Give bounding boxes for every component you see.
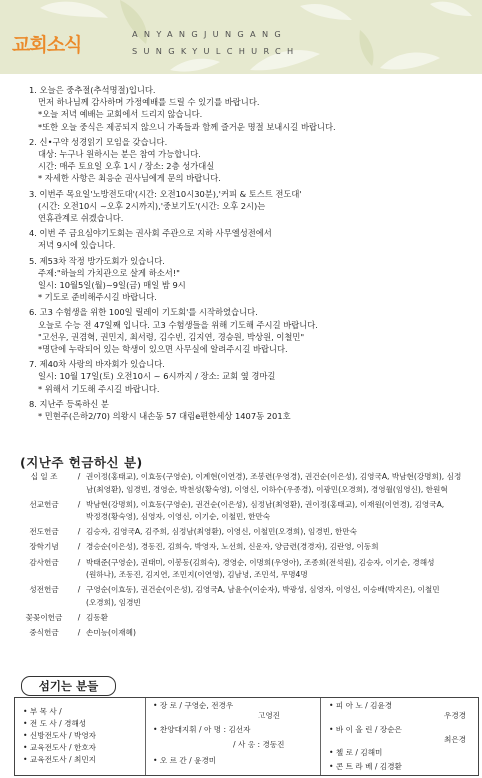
offering-category: 십 일 조 (30, 472, 58, 481)
notice-line: *오늘 저녁 예배는 교회에서 드리지 않습니다. (38, 109, 203, 120)
offering-row (16, 541, 474, 554)
notice-line: * 민현주(은하2/70) 의왕시 내손동 57 대림e편한세상 1407동 201호 (38, 411, 291, 422)
notice-line: 일시: 10월5일(월)~9일(금) 매일 밤 9시 (38, 280, 186, 291)
server-entry: • 바 이 올 린 / 장순은 (329, 725, 402, 734)
offering-row (16, 471, 474, 496)
offering-row (16, 612, 474, 625)
offering-category: 감사헌금 (29, 557, 59, 567)
notice-line: 4. 이번 주 금요심야기도회는 권사회 주관으로 지하 사무엘성전에서 (29, 228, 272, 239)
separator: / (77, 527, 81, 537)
offering-names-line: 김승자, 김영국A, 김주희, 심정남(최영환), 이영신, 이철민(오경희), 임경빈, 한만숙 (86, 527, 357, 537)
notice-item (29, 255, 474, 304)
server-entry: • 교육전도사 / 최민지 (23, 755, 96, 764)
server-role: 전 도 사 (29, 719, 57, 728)
notice-list (29, 84, 474, 425)
server-name: 최은경 (444, 735, 467, 744)
server-name: 김윤경 (370, 701, 393, 710)
offering-names (86, 584, 474, 609)
server-role: 피 아 노 (335, 701, 363, 710)
separator: / (77, 585, 81, 595)
server-name: 장순은 (379, 725, 402, 734)
offering-category: 전도헌금 (29, 527, 59, 537)
offering-names (86, 541, 474, 554)
server-name: 구영순, 전경우 (184, 701, 234, 710)
server-role: 오 르 간 (159, 756, 187, 765)
offering-names-line: (원하나), 조동진, 김지연, 조민지(이연영), 김남녕, 조민석, 무명4명 (86, 570, 308, 580)
server-entry: • 찬양대지휘 / 아 명 : 김선자 (153, 725, 251, 734)
offering-category: 꽃꽂이헌금 (25, 612, 63, 622)
brand-line-1: ANYANGJUNGANG (132, 29, 288, 39)
server-entry: • 신방전도사 / 박영자 (23, 731, 96, 740)
notice-item (29, 84, 474, 133)
notice-item (29, 306, 474, 355)
server-role: 바 이 올 린 (335, 725, 373, 734)
server-role: 장 로 (159, 701, 177, 710)
server-entry (444, 711, 466, 721)
server-entry: • 장 로 / 구영순, 전경우 (153, 701, 234, 710)
server-entry: • 오 르 간 / 윤경미 (153, 756, 217, 765)
servers-table (14, 697, 479, 776)
page-title: 교회소식 (12, 34, 82, 56)
offering-names-line: 권이정(홍태교), 이효동(구영순), 이계현(이연경), 조봉련(우영경), 권건순(이은성), 김영국A, 박남현(강명희), 심정 (86, 472, 462, 481)
servers-section-title: 섬기는 분들 (21, 676, 116, 696)
notice-item (29, 227, 474, 251)
server-entry (258, 711, 280, 721)
notice-line: 3. 이번주 목요일'노방전도대'(시간: 오전10시30분),'커피 & 토스트 전도대' (29, 188, 302, 199)
server-name: 경해성 (64, 719, 87, 728)
offering-names-line: 박태준(구영순), 권태미, 이봉동(김희숙), 경영순, 이명희(우영아), 조종희(전석원), 김승자, 이기순, 경해성 (86, 557, 435, 567)
brand-line-2: SUNGKYULCHURCH (132, 46, 300, 56)
server-name: 김경환 (379, 762, 402, 771)
offering-names (86, 557, 474, 582)
server-role: 교육전도사 (29, 743, 67, 752)
notice-line: 8. 지난주 등록하신 분 (29, 398, 109, 409)
notice-line: 시간: 매주 토요일 오후 1시 / 장소: 2층 성가대실 (38, 161, 215, 172)
server-role: 첼 로 (335, 748, 353, 757)
notice-line: 2. 신•구약 성경읽기 모임을 갖습니다. (29, 136, 168, 147)
server-name: 한호자 (73, 743, 96, 752)
offering-names (86, 471, 474, 496)
column-divider (320, 698, 321, 775)
separator: / (77, 557, 81, 567)
notice-line: * 기도로 준비해주시길 바랍니다. (38, 292, 157, 303)
notice-item (29, 188, 474, 225)
notice-line: (시간: 오전10시 ~오후 2시까지),'중보기도'(시간: 오후 2시)는 (38, 200, 266, 211)
separator: / (77, 628, 81, 638)
server-name: 고영진 (258, 711, 281, 720)
notice-line: 연휴관계로 쉬겠습니다. (38, 213, 124, 224)
offering-category: 성전헌금 (29, 585, 59, 595)
offering-names (86, 612, 474, 625)
offering-names-line: 박정경(황숙영), 심영자, 이영신, 이기순, 이철민, 한만숙 (86, 512, 271, 522)
server-role: 부 목 사 (29, 707, 57, 716)
notice-line: 7. 제40차 사랑의 바자회가 있습니다. (29, 359, 165, 370)
offering-names (86, 499, 474, 524)
server-entry: • 전 도 사 / 경해성 (23, 719, 87, 728)
notice-line: 저녁 9시에 있습니다. (38, 240, 116, 251)
offering-row (16, 557, 474, 582)
notice-line: 일시: 10월 17일(토) 오전10시 ~ 6시까지 / 장소: 교회 옆 경마길 (38, 371, 276, 382)
notice-line: 주제:"하늘의 가치관으로 살게 하소서!" (38, 267, 180, 278)
separator: / (77, 472, 81, 481)
church-brand (132, 26, 300, 60)
offering-names (86, 526, 474, 539)
offering-names-line: (오경희), 임경빈 (86, 597, 141, 607)
server-entry: • 피 아 노 / 김윤경 (329, 701, 393, 710)
server-entry: • 첼 로 / 김해미 (329, 748, 383, 757)
offering-row (16, 584, 474, 609)
server-role: 신방전도사 (29, 731, 67, 740)
notice-line: 먼저 하나님께 감사하며 가정예배를 드릴 수 있기를 바랍니다. (38, 97, 260, 108)
server-entry: • 부 목 사 / (23, 707, 62, 716)
offering-names-line: 구영순(이효동), 권건순(이은성), 김영국A, 남윤수(이순자), 박광성, 심영자, 이영신, 이승배(박지은), 이철민 (86, 585, 440, 595)
notice-line: *또한 오늘 중식은 제공되지 않으니 가족들과 함께 즐거운 명절 보내시길 바랍니다. (38, 121, 336, 132)
server-name: 최민지 (73, 755, 96, 764)
offering-names (86, 627, 474, 640)
notice-item (29, 398, 474, 422)
offering-names-line: 손미능(이재혜) (86, 628, 136, 638)
notice-line: "고선우, 권겸혁, 권민지, 최서령, 김수빈, 김지연, 경승원, 박상원, 이철민" (38, 331, 305, 342)
separator: / (77, 612, 81, 622)
server-name: 김해미 (360, 748, 383, 757)
offering-row (16, 499, 474, 524)
offering-names-line: 박남현(강명희), 이효동(구영순), 권건순(이은성), 심정남(최영환), 권이정(홍태교), 이재원(이연경), 김영국A, (86, 499, 445, 509)
notice-line: 대상: 누구나 원하시는 분은 참여 가능합니다. (38, 149, 201, 160)
offering-names-line: 경승순(이은성), 경동진, 김희숙, 박영자, 노선희, 신운자, 양금련(경경자), 김란영, 이동희 (86, 542, 379, 552)
server-role: 콘 트 라 베 (335, 762, 373, 771)
offering-section-title: (지난주 헌금하신 분) (20, 455, 143, 470)
server-name: 아 명 : 김선자 (203, 725, 251, 734)
notice-line: 5. 제53차 작정 방가도회가 있습니다. (29, 255, 165, 266)
server-name: 박영자 (73, 731, 96, 740)
offering-row (16, 526, 474, 539)
server-entry: / 사 옹 : 경동진 (233, 740, 285, 749)
offering-list (16, 471, 474, 642)
server-name: 사 옹 : 경동진 (237, 740, 285, 749)
server-entry: • 교육전도사 / 한호자 (23, 743, 96, 752)
offering-names-line: 김동환 (86, 612, 109, 622)
column-divider (145, 698, 146, 775)
notice-line: * 위해서 기도해 주시길 바랍니다. (38, 383, 160, 394)
offering-category: 장학기념 (29, 542, 59, 552)
separator: / (77, 499, 81, 509)
server-entry (444, 735, 466, 745)
offering-category: 선교헌금 (29, 499, 59, 509)
notice-line: 1. 오늘은 중추절(추석명절)입니다. (29, 85, 156, 95)
offering-row (16, 627, 474, 640)
separator: / (77, 542, 81, 552)
server-role: 찬양대지휘 (159, 725, 197, 734)
offering-category: 중식헌금 (29, 628, 59, 638)
offering-names-line: 남(최영환), 임경빈, 경영순, 박천성(황숙영), 이영신, 이하수(우종경), 이광민(오경희), 경영월(임영신), 한원혁 (86, 484, 448, 494)
notice-line: 6. 고3 수험생을 위한 100일 릴레이 기도회'를 시작하였습니다. (29, 307, 258, 318)
notice-line: 오늘로 수능 전 47일째 입니다. 고3 수험생들을 위해 기도해 주시길 바랍니다. (38, 319, 318, 330)
server-name: 윤경미 (194, 756, 217, 765)
header-band (0, 0, 482, 74)
server-name: 우경경 (444, 711, 467, 720)
notice-line: * 자세한 사항은 최응순 권사님에게 문의 바랍니다. (38, 173, 221, 184)
notice-item (29, 358, 474, 395)
server-entry: • 콘 트 라 베 / 김경환 (329, 762, 402, 771)
server-role: 교육전도사 (29, 755, 67, 764)
notice-line: *명단에 누락되어 있는 학생이 있으면 사무실에 알려주시길 바랍니다. (38, 344, 288, 355)
notice-item (29, 136, 474, 185)
